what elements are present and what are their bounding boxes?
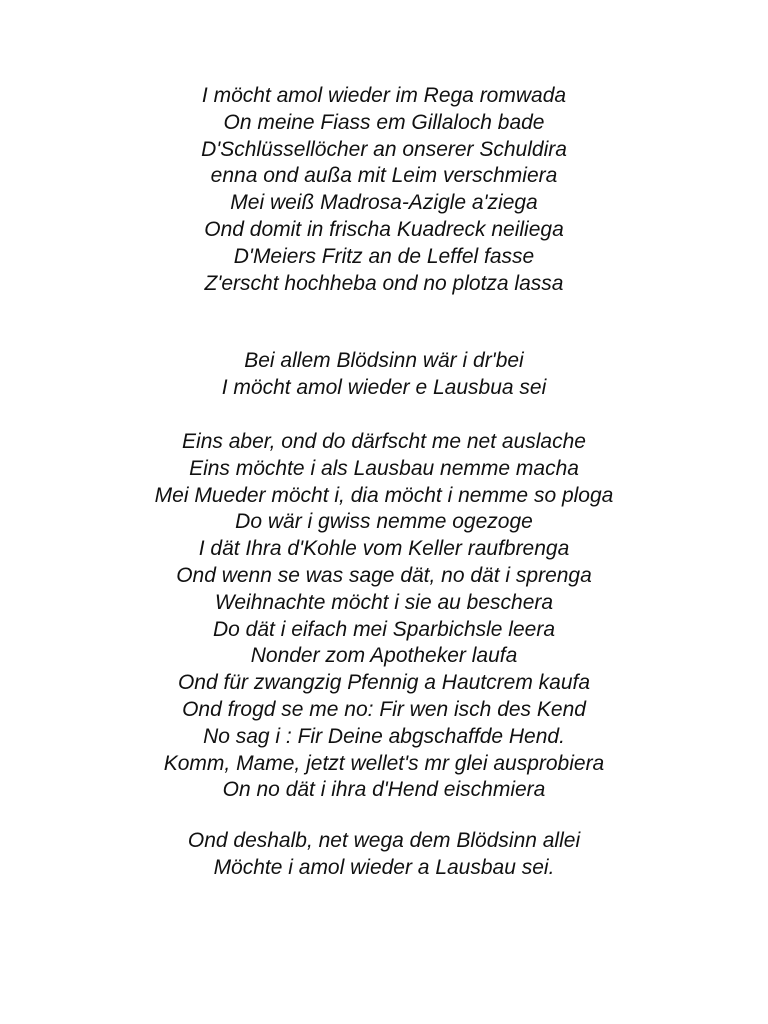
poem-line: Eins möchte i als Lausbau nemme macha xyxy=(189,456,579,480)
poem-line: Mei Mueder möcht i, dia möcht i nemme so ploga xyxy=(154,483,614,507)
poem-line: Ond frogd se me no: Fir wen isch des Kend xyxy=(182,697,586,721)
poem-line: Komm, Mame, jetzt wellet's mr glei ausprobiera xyxy=(163,751,605,775)
poem-line: On no dät i ihra d'Hend eischmiera xyxy=(222,778,546,802)
poem-line: Möchte i amol wieder a Lausbau sei. xyxy=(213,855,555,879)
poem-line: On meine Fiass em Gillaloch bade xyxy=(223,110,545,134)
poem-line: Eins aber, ond do därfscht me net auslache xyxy=(182,429,586,453)
poem-line: Nonder zom Apotheker laufa xyxy=(250,644,518,668)
poem-line: I möcht amol wieder im Rega romwada xyxy=(201,84,567,107)
stanza-1 xyxy=(0,83,768,297)
poem-line: D'Schlüssellöcher an onserer Schuldira xyxy=(201,137,567,161)
poem-line: Bei allem Blödsinn wär i dr'bei xyxy=(244,349,524,373)
stanza-4 xyxy=(0,828,768,882)
poem-line: Ond für zwangzig Pfennig a Hautcrem kaufa xyxy=(177,671,591,695)
poem-line: Mei weiß Madrosa-Azigle a'ziega xyxy=(230,191,538,215)
poem-line: Do wär i gwiss nemme ogezoge xyxy=(235,510,533,534)
poem-line: enna ond außa mit Leim verschmiera xyxy=(210,164,558,188)
poem-line: I möcht amol wieder e Lausbua sei xyxy=(221,376,547,400)
stanza-2 xyxy=(0,348,768,402)
poem-page xyxy=(0,83,768,882)
poem-line: Z'erscht hochheba ond no plotza lassa xyxy=(204,271,564,295)
poem-line: Ond domit in frischa Kuadreck neiliega xyxy=(204,217,564,241)
poem-line: I dät Ihra d'Kohle vom Keller raufbrenga xyxy=(198,537,570,561)
poem-line: No sag i : Fir Deine abgschaffde Hend. xyxy=(203,724,565,748)
poem-line: Do dät i eifach mei Sparbichsle leera xyxy=(212,617,555,641)
poem-line: Ond deshalb, net wega dem Blödsinn allei xyxy=(187,829,581,853)
poem-line: Ond wenn se was sage dät, no dät i sprenga xyxy=(176,563,592,587)
poem-line: D'Meiers Fritz an de Leffel fasse xyxy=(233,244,535,268)
stanza-3 xyxy=(0,429,768,804)
poem-line: Weihnachte möcht i sie au beschera xyxy=(214,590,554,614)
